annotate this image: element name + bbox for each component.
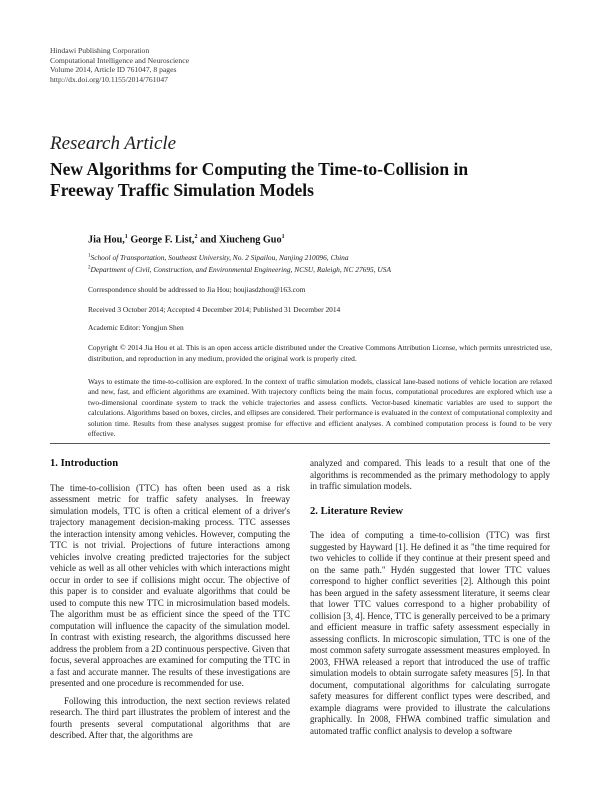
- section-heading: 1. Introduction: [50, 458, 119, 469]
- affiliation-text: Department of Civil, Construction, and Environmental Engineering, NCSU, Raleigh, NC 27695, USA: [90, 265, 391, 274]
- article-type: Research Article: [50, 133, 177, 154]
- copyright-notice: Copyright © 2014 Jia Hou et al. This is an open access article distributed under the Creative Commons Attribution License, which permits unrestricted use, distribution, and reproduction in any medium, provided the original work is properly cited.: [88, 343, 552, 363]
- right-column: [310, 458, 550, 737]
- dates: Received 3 October 2014; Accepted 4 December 2014; Published 31 December 2014: [88, 305, 341, 314]
- author-affil-mark: 2: [194, 234, 198, 240]
- title-line-1: New Algorithms for Computing the Time-to-Collision in: [50, 159, 469, 179]
- affiliation-mark: 1: [88, 253, 91, 259]
- publisher: Hindawi Publishing Corporation: [50, 46, 150, 55]
- abstract: Ways to estimate the time-to-collision are explored. In the context of traffic simulation models, classical lane-based notions of vehicle location are relaxed and new, fast, and efficient algorithms are examined. With trajectory conflicts being the main focus, computational procedures are explored which use a two-dimensional coordinate system to track the vehicle trajectories and assess conflicts. Vector-based kinematic variables are used to support the calculations. Algorithms based on boxes, circles, and ellipses are considered. Their performance is evaluated in the context of computational complexity and solution time. Results from these analyses suggest promise for effective and efficient analyses. A combined computation process is found to be very effective.: [88, 377, 552, 439]
- author-name: and Xiucheng Guo: [200, 234, 282, 246]
- affiliation: [88, 265, 391, 274]
- academic-editor: Academic Editor: Yongjun Shen: [88, 323, 184, 332]
- paragraph: analyzed and compared. This leads to a result that one of the algorithms is recommended as the primary methodology to apply in traffic simulation models.: [310, 458, 550, 491]
- paper-title: [50, 159, 550, 201]
- paragraph: The idea of computing a time-to-collision (TTC) was first suggested by Hayward [1]. He defined it as "the time required for two vehicles to collide if they continue at their present speed and on the same path." Hydén suggested that lower TTC values correspond to higher conflict severities [2]. Although this point has been argued in the safety assessment literature, it seems clear that lower TTC values correspond to a higher probability of collision [3, 4]. Hence, TTC is generally perceived to be a primary and efficient measure in traffic safety assessment especially in assessing conflicts. In microscopic simulation, TTC is one of the most common safety surrogate assessment measures employed. In 2003, FHWA released a report that introduced the use of traffic simulation models to obtain surrogate safety measures [5]. In that document, computational algorithms for calculating surrogate safety measures for different conflict types were described, and example diagrams were provided to illustrate the calculations graphically. In 2008, FHWA combined traffic simulation and automated traffic conflict analysis to develop a software: [310, 530, 550, 736]
- affiliation-text: School of Transportation, Southeast University, No. 2 Sipailou, Nanjing 210096, China: [90, 253, 349, 262]
- paragraph: Following this introduction, the next section reviews related research. The third part illustrates the problem of interest and the fourth presents several computational algorithms that are described. After that, the algorithms are: [50, 695, 290, 740]
- paragraph: The time-to-collision (TTC) has often been used as a risk assessment metric for traffic safety analyses. In freeway simulation models, TTC is often a critical element of a driver's trajectory management decision-making process. TTC assesses the interaction intensity among vehicles. However, computing the TTC is not trivial. Projections of future interactions among vehicles involve creating predicted trajectories for the subject vehicle as well as all other vehicles with which interactions might occur in order to see if collisions might occur. The objective of this paper is to consider and evaluate algorithms that could be used to compute this new TTC in microsimulation based models. The algorithm must be as efficient since the speed of the TTC computation will influence the capacity of the simulation model. In contrast with existing research, the algorithms discussed here address the problem from a 2D continuous perspective. Given that focus, several approaches are examined for computing the TTC in a fast and accurate manner. The results of these investigations are presented and one procedure is recommended for use.: [50, 482, 290, 688]
- author-list: [88, 234, 285, 245]
- left-column: [50, 458, 290, 742]
- author-affil-mark: 1: [124, 234, 128, 240]
- correspondence: Correspondence should be addressed to Jia Hou; houjiasdzhou@163.com: [88, 285, 306, 294]
- author-name: Jia Hou,: [88, 234, 125, 246]
- journal-header: [50, 46, 189, 84]
- affiliation-mark: 2: [88, 265, 91, 271]
- journal-name: Computational Intelligence and Neuroscience: [50, 55, 189, 65]
- doi-link[interactable]: http://dx.doi.org/10.1155/2014/761047: [50, 74, 168, 84]
- author-affil-mark: 1: [281, 234, 285, 240]
- title-line-2: Freeway Traffic Simulation Models: [50, 180, 314, 200]
- section-divider: [50, 443, 550, 444]
- affiliation: [88, 253, 349, 262]
- volume-info: Volume 2014, Article ID 761047, 8 pages: [50, 65, 177, 75]
- author-name: George F. List,: [130, 234, 195, 246]
- section-heading: 2. Literature Review: [310, 505, 404, 517]
